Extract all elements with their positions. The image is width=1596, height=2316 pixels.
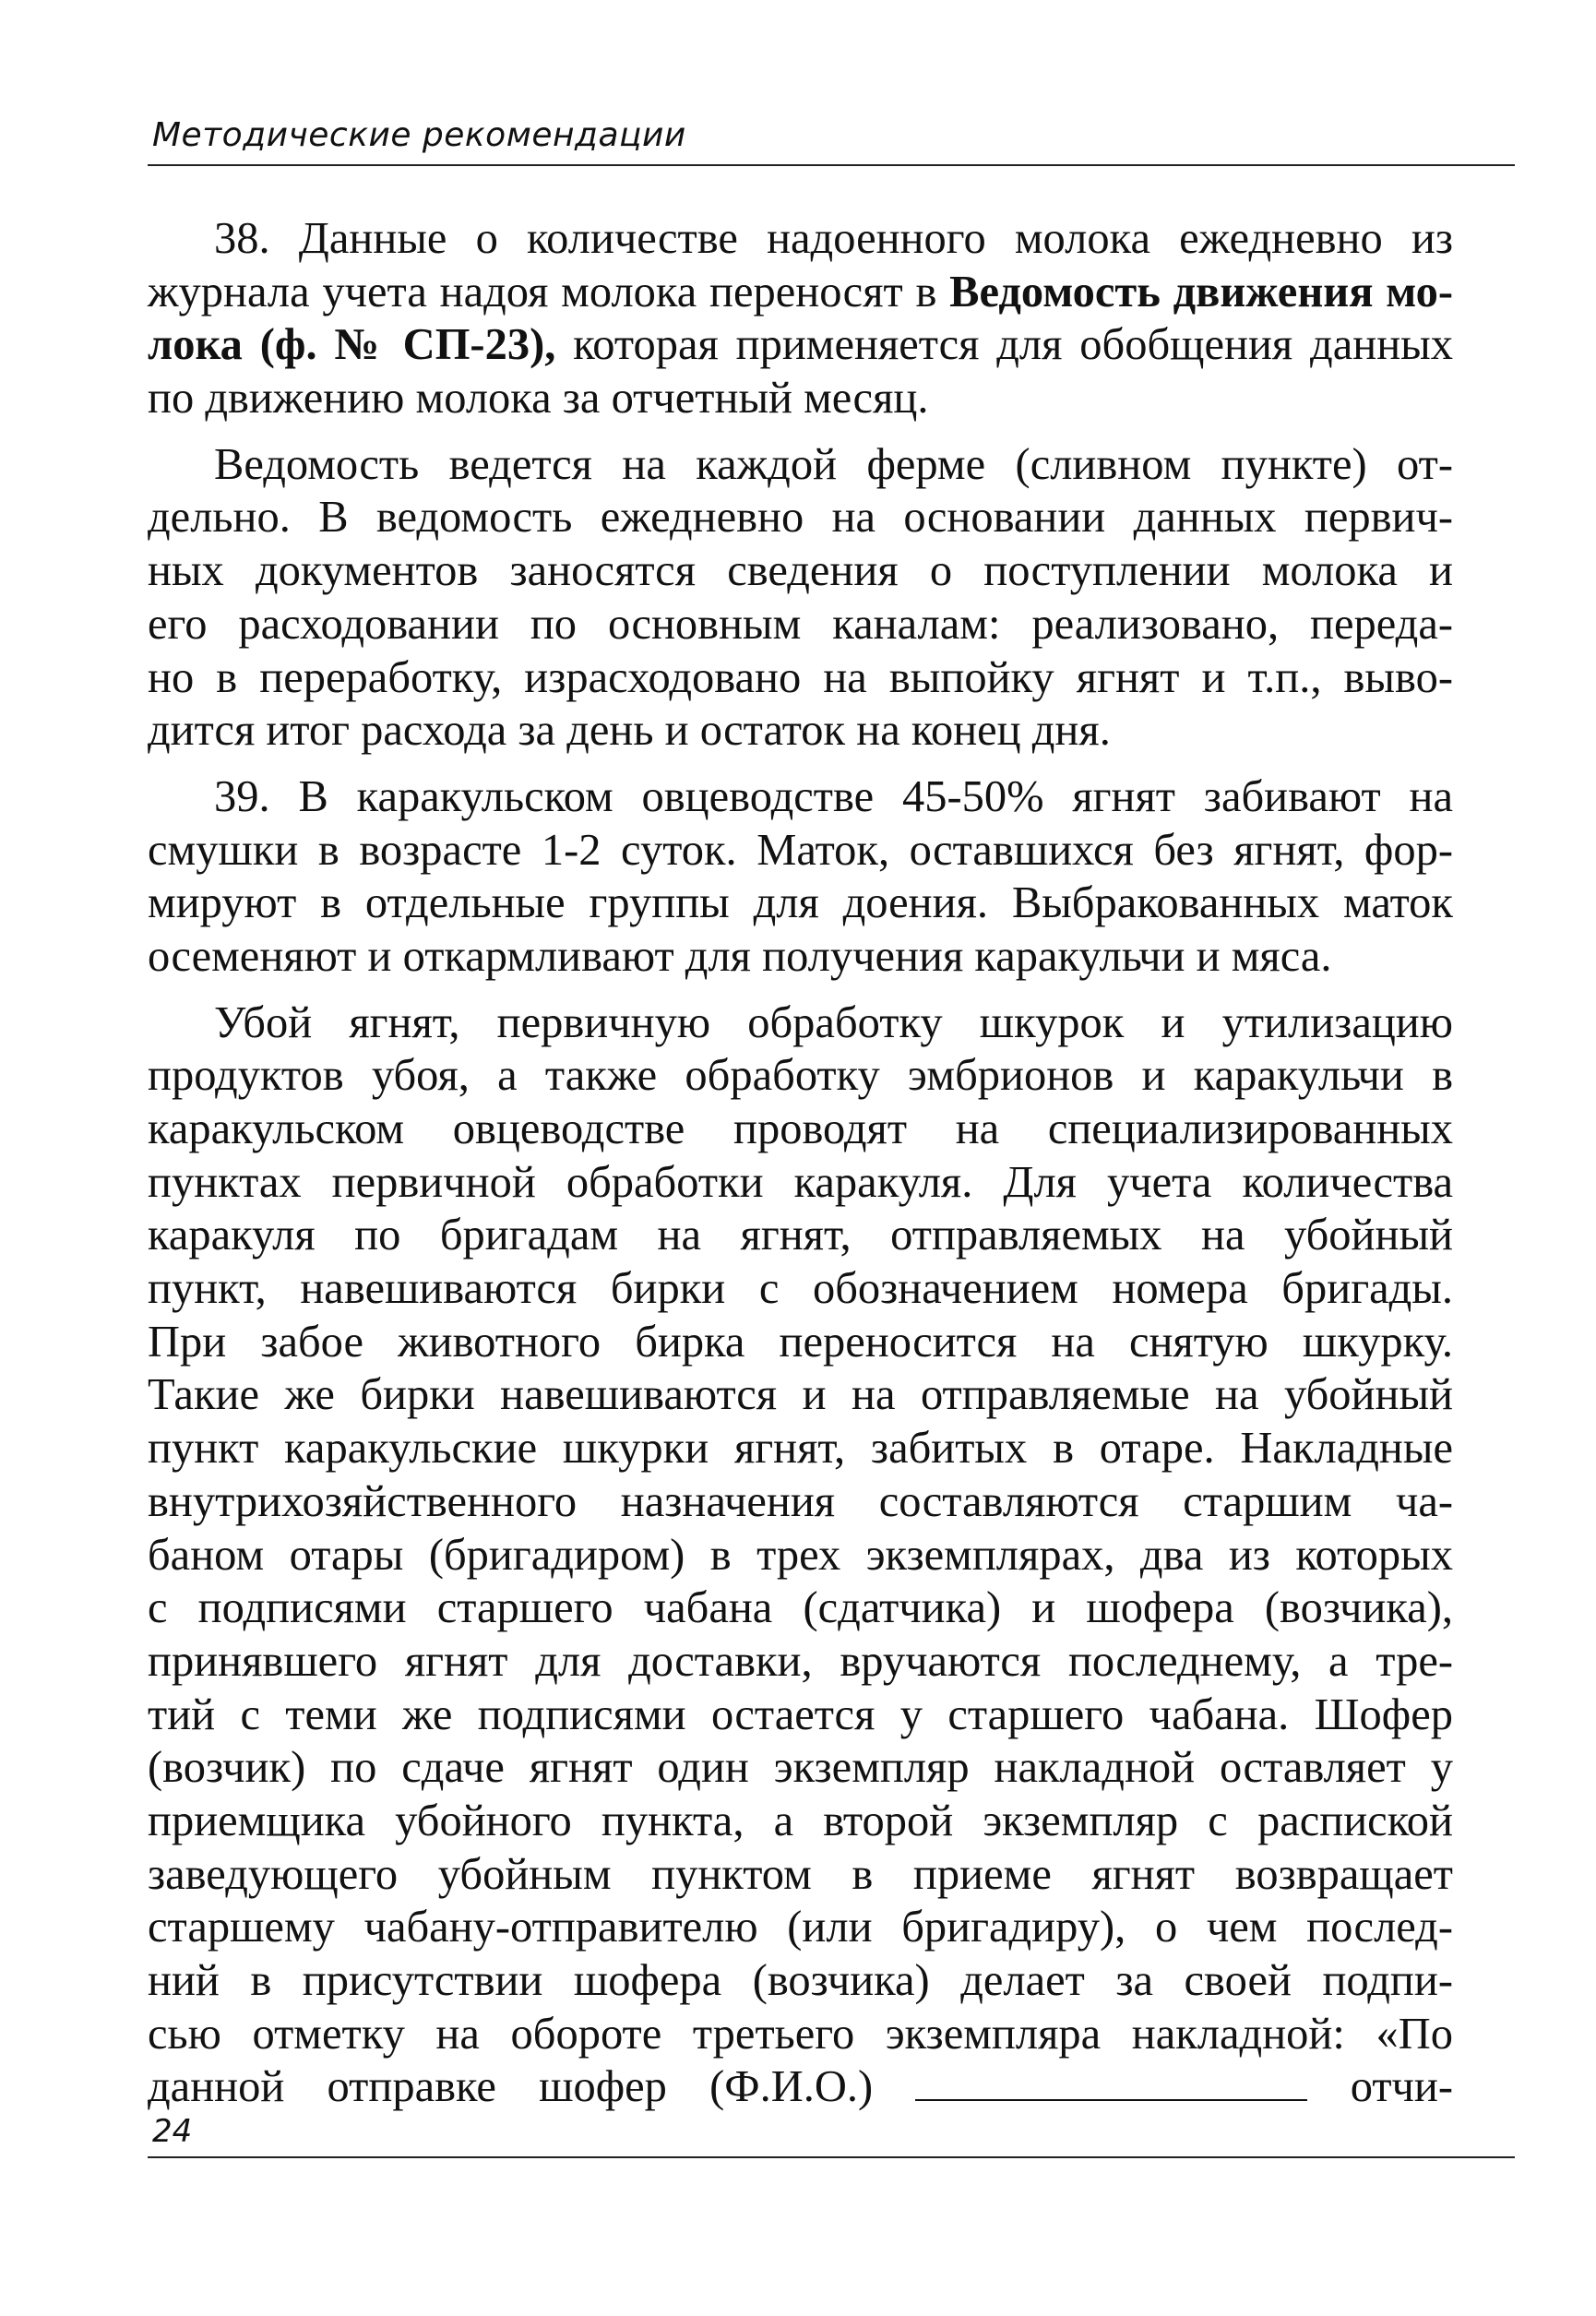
p-uboy-line-17: заведующего убойным пунктом в приеме ягнят возвращает (148, 1849, 1453, 1899)
p-uboy-line-6: пункт, навешиваются бирки с обозначением номера бригады. (148, 1264, 1453, 1314)
p38-line-3 (148, 318, 1453, 372)
p38-form-number: лока (ф. № СП-23), (148, 320, 556, 370)
p-uboy-line-16: приемщика убойного пункта, а второй экземпляр с распиской (148, 1796, 1453, 1845)
p-uboy-line-11: баном отары (бригадиром) в трех экземплярах, два из которых (148, 1530, 1453, 1580)
p-vedomost-line-1: Ведомость ведется на каждой ферме (сливном пункте) от- (214, 439, 1453, 489)
page-number: 24 (152, 2113, 193, 2150)
p39-line-4: осеменяют и откармливают для получения каракульчи и мяса. (148, 931, 1332, 981)
p-vedomost-line-5: но в переработку, израсходовано на выпойку ягнят и т.п., выво- (148, 652, 1453, 702)
p-uboy-line-20: сью отметку на обороте третьего экземпляра накладной: «По (148, 2009, 1453, 2059)
p-uboy-line-21 (148, 2060, 1453, 2114)
p-uboy-line-21-text: данной отправке шофер (Ф.И.О.) (148, 2062, 874, 2112)
p-uboy-line-7: При забое животного бирка переносится на снятую шкурку. (148, 1317, 1453, 1367)
p38-line-2-text: журнала учета надоя молока переносят в (148, 267, 950, 316)
p-uboy-line-19: ний в присутствии шофера (возчика) делает за своей подпи- (148, 1956, 1453, 2005)
p38-line-1: 38. Данные о количестве надоенного молока ежедневно из (214, 214, 1453, 263)
header-rule (148, 164, 1515, 166)
p-uboy-line-14: тий с теми же подписями остается у старшего чабана. Шофер (148, 1689, 1453, 1739)
p38-line-3-tail: которая применяется для обобщения данных (555, 320, 1453, 370)
p38-line-4: по движению молока за отчетный месяц. (148, 374, 929, 424)
signature-blank (915, 2062, 1307, 2101)
p38-form-title: Ведомость движения мо- (949, 267, 1453, 316)
p-uboy-line-5: каракуля по бригадам на ягнят, отправляемых на убойный (148, 1211, 1453, 1260)
p-uboy-line-1: Убой ягнят, первичную обработку шкурок и утилизацию (214, 997, 1453, 1047)
p-vedomost-line-3: ных документов заносятся сведения о поступлении молока и (148, 546, 1453, 596)
p39-line-2: смушки в возрасте 1-2 суток. Маток, оставшихся без ягнят, фор- (148, 825, 1453, 875)
p-uboy-line-3: каракульском овцеводстве проводят на специализированных (148, 1104, 1453, 1153)
p-vedomost-line-4: его расходовании по основным каналам: реализовано, переда- (148, 599, 1453, 649)
p-uboy-line-12: с подписями старшего чабана (сдатчика) и шофера (возчика), (148, 1583, 1453, 1633)
p-vedomost-line-2: дельно. В ведомость ежедневно на основании данных первич- (148, 493, 1453, 543)
p-uboy-line-15: (возчик) по сдаче ягнят один экземпляр накладной оставляет у (148, 1743, 1453, 1793)
p-uboy-line-10: внутрихозяйственного назначения составляются старшим ча- (148, 1476, 1453, 1526)
p-uboy-line-9: пункт каракульские шкурки ягнят, забитых в отаре. Накладные (148, 1424, 1453, 1474)
p38-line-2 (148, 266, 1453, 319)
p-uboy-line-18: старшему чабану-отправителю (или бригадиру), о чем послед- (148, 1903, 1453, 1952)
p-uboy-line-21-tail: отчи- (1350, 2062, 1454, 2112)
footer-rule (148, 2156, 1515, 2158)
running-title: Методические рекомендации (152, 116, 686, 154)
p-uboy-line-8: Такие же бирки навешиваются и на отправляемые на убойный (148, 1370, 1453, 1420)
page-body (148, 212, 1453, 2114)
p-vedomost-line-6: дится итог расхода за день и остаток на конец дня. (148, 706, 1111, 756)
p-uboy-line-4: пунктах первичной обработки каракуля. Для учета количества (148, 1157, 1453, 1207)
p-uboy-line-2: продуктов убоя, а также обработку эмбрионов и каракульчи в (148, 1051, 1453, 1101)
p-uboy-line-13: принявшего ягнят для доставки, вручаются последнему, а тре- (148, 1636, 1453, 1686)
p39-line-3: мируют в отдельные группы для доения. Выбракованных маток (148, 878, 1453, 928)
p39-line-1: 39. В каракульском овцеводстве 45-50% ягнят забивают на (214, 771, 1453, 821)
